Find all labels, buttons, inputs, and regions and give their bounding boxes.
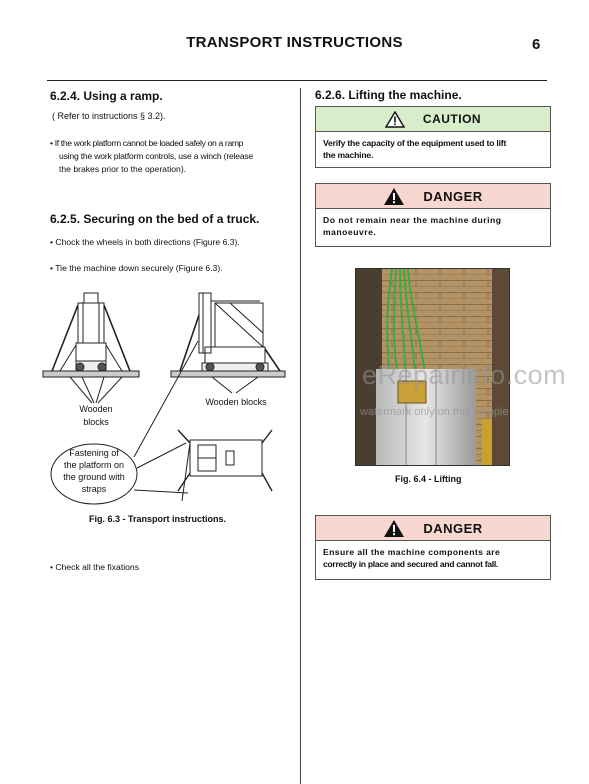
figure-6-4-caption: Fig. 6.4 - Lifting xyxy=(395,474,462,484)
warning-triangle-icon xyxy=(385,111,405,128)
bullet-ramp-line2: using the work platform controls, use a winch (release xyxy=(59,151,254,161)
bullet-check-fixations: • Check all the fixations xyxy=(50,562,139,572)
figure-6-3-caption: Fig. 6.3 - Transport instructions. xyxy=(89,514,227,524)
label-wooden-blocks-right: Wooden blocks xyxy=(205,397,267,407)
danger1-text-line2: manoeuvre. xyxy=(323,227,377,237)
warning-triangle-icon xyxy=(383,187,405,206)
bullet-tie-down: • Tie the machine down securely (Figure 6.3). xyxy=(50,263,223,273)
danger2-text-line1: Ensure all the machine components are xyxy=(323,547,501,557)
danger2-text-line2: correctly in place and secured and cannot fall. xyxy=(323,559,499,569)
mast-head-front xyxy=(84,293,98,303)
section-title-6-2-5: 6.2.5. Securing on the bed of a truck. xyxy=(50,212,260,226)
danger-box-2 xyxy=(315,515,551,580)
caution-label: CAUTION xyxy=(422,112,482,126)
danger-banner-1 xyxy=(316,184,550,209)
label-wooden-blocks-left-1: Wooden xyxy=(79,404,113,414)
bullet-chock: • Chock the wheels in both directions (Figure 6.3). xyxy=(50,237,240,247)
section-title-6-2-4: 6.2.4. Using a ramp. xyxy=(50,89,163,103)
caution-banner xyxy=(316,107,550,132)
chapter-number: 6 xyxy=(532,36,541,53)
label-fastening-4: straps xyxy=(81,484,107,494)
column-divider xyxy=(300,88,301,784)
label-wooden-blocks-left-2: blocks xyxy=(83,417,109,427)
danger1-text-line1: Do not remain near the machine during xyxy=(323,215,502,225)
caution-box xyxy=(315,106,551,168)
bullet-ramp-line3: the brakes prior to the operation). xyxy=(59,164,187,174)
label-fastening-2: the platform on xyxy=(63,460,125,470)
label-fastening-3: the ground with xyxy=(63,472,125,482)
bullet-ramp-line1: • If the work platform cannot be loaded safely on a ramp xyxy=(50,138,244,148)
danger-label-2: DANGER xyxy=(423,520,483,536)
watermark-text: eRepairinfo.com xyxy=(362,360,567,390)
label-fastening-1: Fastening of xyxy=(69,448,119,458)
danger-box-1 xyxy=(315,183,551,247)
warning-triangle-icon xyxy=(383,519,405,538)
ground-left xyxy=(43,371,139,377)
figure-6-3-diagram xyxy=(40,285,295,510)
ref-text: ( Refer to instructions § 3.2). xyxy=(52,111,166,121)
section-title-6-2-6: 6.2.6. Lifting the machine. xyxy=(315,88,462,102)
danger-label-1: DANGER xyxy=(423,188,483,204)
header-rule xyxy=(47,80,547,81)
danger-banner-2 xyxy=(316,516,550,541)
caution-text-line1: Verify the capacity of the equipment used to lift xyxy=(323,138,507,148)
caution-text-line2: the machine. xyxy=(323,150,374,160)
ground-right xyxy=(171,371,285,377)
watermark-subtext: watermark only on this sample xyxy=(360,406,509,418)
page-title: TRANSPORT INSTRUCTIONS xyxy=(186,34,403,51)
